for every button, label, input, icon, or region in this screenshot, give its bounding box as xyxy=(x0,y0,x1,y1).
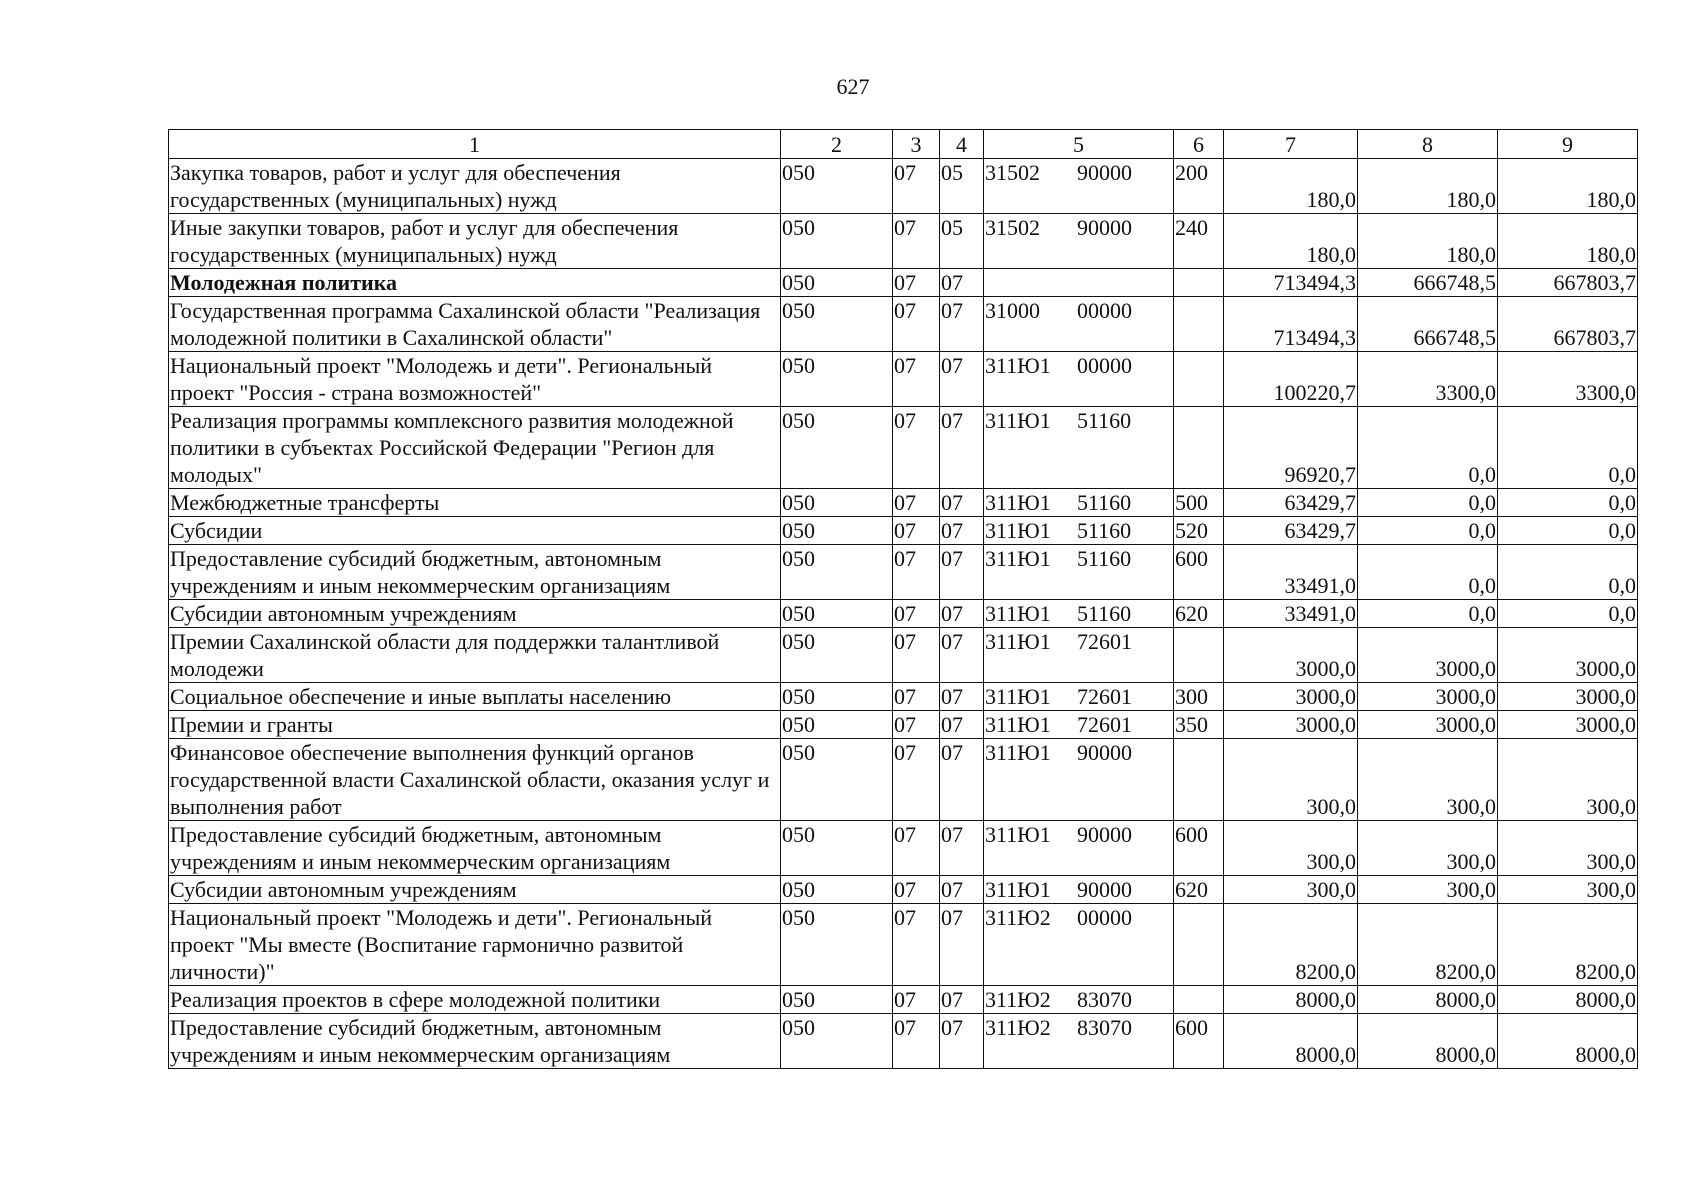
target-program-code: 31000 xyxy=(985,298,1040,323)
target-article-code xyxy=(984,683,1174,711)
target-direction-code: 00000 xyxy=(1077,353,1132,378)
target-program-code: 311Ю1 xyxy=(985,740,1051,765)
subsection-code: 07 xyxy=(940,628,984,683)
amount-col8: 300,0 xyxy=(1358,821,1498,876)
table-row xyxy=(169,739,1638,821)
amount-col9: 667803,7 xyxy=(1498,269,1638,297)
section-code: 07 xyxy=(893,517,940,545)
amount-col7: 300,0 xyxy=(1224,821,1358,876)
target-article-code xyxy=(984,904,1174,986)
ministry-code: 050 xyxy=(781,628,893,683)
amount-col7: 33491,0 xyxy=(1224,545,1358,600)
column-header: 2 xyxy=(781,130,893,159)
expense-type-code: 600 xyxy=(1174,545,1224,600)
row-name: Национальный проект "Молодежь и дети". Региональный проект "Россия - страна возможностей" xyxy=(169,352,781,407)
target-article-code xyxy=(984,600,1174,628)
subsection-code: 07 xyxy=(940,600,984,628)
amount-col8: 666748,5 xyxy=(1358,297,1498,352)
amount-col8: 3000,0 xyxy=(1358,683,1498,711)
section-code: 07 xyxy=(893,352,940,407)
ministry-code: 050 xyxy=(781,517,893,545)
section-code: 07 xyxy=(893,214,940,269)
amount-col7: 8200,0 xyxy=(1224,904,1358,986)
budget-table-body xyxy=(169,159,1638,1069)
amount-col9: 300,0 xyxy=(1498,876,1638,904)
amount-col7: 180,0 xyxy=(1224,214,1358,269)
amount-col8: 0,0 xyxy=(1358,600,1498,628)
section-code: 07 xyxy=(893,876,940,904)
section-code: 07 xyxy=(893,986,940,1014)
table-row xyxy=(169,1014,1638,1069)
column-header: 5 xyxy=(984,130,1174,159)
column-header: 3 xyxy=(893,130,940,159)
target-program-code: 311Ю1 xyxy=(985,822,1051,847)
table-row xyxy=(169,297,1638,352)
target-direction-code: 83070 xyxy=(1077,1015,1132,1040)
column-header: 8 xyxy=(1358,130,1498,159)
expense-type-code: 620 xyxy=(1174,600,1224,628)
amount-col9: 8000,0 xyxy=(1498,986,1638,1014)
target-direction-code: 51160 xyxy=(1077,546,1132,571)
row-name: Предоставление субсидий бюджетным, автономным учреждениям и иным некоммерческим организациям xyxy=(169,1014,781,1069)
column-header: 9 xyxy=(1498,130,1638,159)
target-program-code: 311Ю1 xyxy=(985,408,1051,433)
subsection-code: 07 xyxy=(940,986,984,1014)
target-article-code xyxy=(984,986,1174,1014)
table-row xyxy=(169,545,1638,600)
table-row xyxy=(169,628,1638,683)
target-direction-code: 51160 xyxy=(1077,490,1132,515)
section-code: 07 xyxy=(893,545,940,600)
amount-col8: 8200,0 xyxy=(1358,904,1498,986)
expense-type-code xyxy=(1174,407,1224,489)
amount-col8: 300,0 xyxy=(1358,739,1498,821)
target-article-code xyxy=(984,214,1174,269)
target-direction-code: 90000 xyxy=(1077,740,1132,765)
section-code: 07 xyxy=(893,269,940,297)
target-direction-code: 00000 xyxy=(1077,905,1132,930)
expense-type-code: 600 xyxy=(1174,821,1224,876)
ministry-code: 050 xyxy=(781,1014,893,1069)
expense-type-code: 300 xyxy=(1174,683,1224,711)
row-name: Субсидии автономным учреждениям xyxy=(169,876,781,904)
target-program-code: 311Ю1 xyxy=(985,684,1051,709)
amount-col7: 300,0 xyxy=(1224,739,1358,821)
expense-type-code: 520 xyxy=(1174,517,1224,545)
section-code: 07 xyxy=(893,297,940,352)
subsection-code: 07 xyxy=(940,489,984,517)
target-article-code xyxy=(984,628,1174,683)
subsection-code: 07 xyxy=(940,517,984,545)
subsection-code: 07 xyxy=(940,711,984,739)
row-name: Социальное обеспечение и иные выплаты населению xyxy=(169,683,781,711)
target-program-code: 31502 xyxy=(985,160,1040,185)
page-number: 627 xyxy=(836,74,870,99)
expense-type-code: 500 xyxy=(1174,489,1224,517)
target-direction-code: 51160 xyxy=(1077,601,1132,626)
amount-col8: 0,0 xyxy=(1358,407,1498,489)
table-row xyxy=(169,986,1638,1014)
target-article-code xyxy=(984,876,1174,904)
expense-type-code: 350 xyxy=(1174,711,1224,739)
target-direction-code: 90000 xyxy=(1077,160,1132,185)
subsection-code: 07 xyxy=(940,352,984,407)
amount-col9: 0,0 xyxy=(1498,489,1638,517)
target-article-code xyxy=(984,545,1174,600)
amount-col7: 180,0 xyxy=(1224,159,1358,214)
expense-type-code xyxy=(1174,269,1224,297)
column-header: 6 xyxy=(1174,130,1224,159)
row-name: Финансовое обеспечение выполнения функций органов государственной власти Сахалинской области, оказания услуг и выполнения работ xyxy=(169,739,781,821)
amount-col9: 3000,0 xyxy=(1498,628,1638,683)
target-direction-code: 90000 xyxy=(1077,822,1132,847)
amount-col7: 63429,7 xyxy=(1224,489,1358,517)
expense-type-code: 600 xyxy=(1174,1014,1224,1069)
amount-col8: 3000,0 xyxy=(1358,711,1498,739)
amount-col7: 713494,3 xyxy=(1224,297,1358,352)
section-code: 07 xyxy=(893,1014,940,1069)
ministry-code: 050 xyxy=(781,711,893,739)
target-program-code: 311Ю2 xyxy=(985,1015,1051,1040)
subsection-code: 07 xyxy=(940,821,984,876)
table-row xyxy=(169,407,1638,489)
table-row xyxy=(169,214,1638,269)
amount-col7: 300,0 xyxy=(1224,876,1358,904)
ministry-code: 050 xyxy=(781,297,893,352)
ministry-code: 050 xyxy=(781,159,893,214)
table-row xyxy=(169,159,1638,214)
row-name: Предоставление субсидий бюджетным, автономным учреждениям и иным некоммерческим организациям xyxy=(169,821,781,876)
row-name: Субсидии xyxy=(169,517,781,545)
budget-table xyxy=(168,129,1638,1069)
row-name: Закупка товаров, работ и услуг для обеспечения государственных (муниципальных) нужд xyxy=(169,159,781,214)
target-program-code: 311Ю2 xyxy=(985,905,1051,930)
row-name: Государственная программа Сахалинской области "Реализация молодежной политики в Сахалинской области" xyxy=(169,297,781,352)
row-name: Субсидии автономным учреждениям xyxy=(169,600,781,628)
amount-col9: 0,0 xyxy=(1498,545,1638,600)
target-article-code xyxy=(984,159,1174,214)
row-name: Предоставление субсидий бюджетным, автономным учреждениям и иным некоммерческим организациям xyxy=(169,545,781,600)
target-program-code: 31502 xyxy=(985,215,1040,240)
target-article-code xyxy=(984,407,1174,489)
section-code: 07 xyxy=(893,821,940,876)
amount-col8: 180,0 xyxy=(1358,159,1498,214)
ministry-code: 050 xyxy=(781,739,893,821)
ministry-code: 050 xyxy=(781,214,893,269)
column-header: 7 xyxy=(1224,130,1358,159)
row-name: Реализация проектов в сфере молодежной политики xyxy=(169,986,781,1014)
table-row xyxy=(169,876,1638,904)
target-direction-code: 90000 xyxy=(1077,215,1132,240)
amount-col9: 8200,0 xyxy=(1498,904,1638,986)
ministry-code: 050 xyxy=(781,600,893,628)
subsection-code: 07 xyxy=(940,904,984,986)
subsection-code: 07 xyxy=(940,739,984,821)
target-article-code xyxy=(984,352,1174,407)
section-code: 07 xyxy=(893,489,940,517)
expense-type-code: 200 xyxy=(1174,159,1224,214)
amount-col7: 8000,0 xyxy=(1224,1014,1358,1069)
target-direction-code: 90000 xyxy=(1077,877,1132,902)
amount-col9: 300,0 xyxy=(1498,821,1638,876)
section-code: 07 xyxy=(893,739,940,821)
target-article-code xyxy=(984,297,1174,352)
section-code: 07 xyxy=(893,628,940,683)
table-row xyxy=(169,683,1638,711)
target-direction-code: 72601 xyxy=(1077,684,1132,709)
subsection-code: 07 xyxy=(940,297,984,352)
expense-type-code: 620 xyxy=(1174,876,1224,904)
subsection-code: 07 xyxy=(940,545,984,600)
row-name: Премии и гранты xyxy=(169,711,781,739)
ministry-code: 050 xyxy=(781,545,893,600)
amount-col9: 300,0 xyxy=(1498,739,1638,821)
target-article-code xyxy=(984,517,1174,545)
target-program-code: 311Ю1 xyxy=(985,518,1051,543)
amount-col9: 3000,0 xyxy=(1498,683,1638,711)
amount-col9: 8000,0 xyxy=(1498,1014,1638,1069)
expense-type-code xyxy=(1174,628,1224,683)
amount-col7: 8000,0 xyxy=(1224,986,1358,1014)
amount-col9: 0,0 xyxy=(1498,600,1638,628)
expense-type-code xyxy=(1174,904,1224,986)
expense-type-code xyxy=(1174,986,1224,1014)
subsection-code: 07 xyxy=(940,1014,984,1069)
target-article-code xyxy=(984,739,1174,821)
ministry-code: 050 xyxy=(781,407,893,489)
table-row xyxy=(169,600,1638,628)
row-name: Межбюджетные трансферты xyxy=(169,489,781,517)
target-direction-code: 00000 xyxy=(1077,298,1132,323)
target-article-code xyxy=(984,821,1174,876)
amount-col8: 666748,5 xyxy=(1358,269,1498,297)
subsection-code: 07 xyxy=(940,683,984,711)
expense-type-code xyxy=(1174,739,1224,821)
amount-col7: 3000,0 xyxy=(1224,683,1358,711)
target-program-code: 311Ю1 xyxy=(985,490,1051,515)
table-row xyxy=(169,269,1638,297)
row-name: Национальный проект "Молодежь и дети". Региональный проект "Мы вместе (Воспитание гармонично развитой личности)" xyxy=(169,904,781,986)
subsection-code: 05 xyxy=(940,214,984,269)
row-name: Премии Сахалинской области для поддержки талантливой молодежи xyxy=(169,628,781,683)
amount-col8: 3000,0 xyxy=(1358,628,1498,683)
ministry-code: 050 xyxy=(781,876,893,904)
table-row xyxy=(169,352,1638,407)
target-program-code: 311Ю1 xyxy=(985,601,1051,626)
amount-col9: 0,0 xyxy=(1498,517,1638,545)
expense-type-code: 240 xyxy=(1174,214,1224,269)
subsection-code: 07 xyxy=(940,407,984,489)
target-program-code: 311Ю1 xyxy=(985,546,1051,571)
amount-col7: 63429,7 xyxy=(1224,517,1358,545)
ministry-code: 050 xyxy=(781,489,893,517)
amount-col7: 33491,0 xyxy=(1224,600,1358,628)
section-code: 07 xyxy=(893,683,940,711)
amount-col8: 0,0 xyxy=(1358,517,1498,545)
table-row xyxy=(169,711,1638,739)
target-program-code: 311Ю1 xyxy=(985,877,1051,902)
amount-col8: 8000,0 xyxy=(1358,986,1498,1014)
amount-col7: 96920,7 xyxy=(1224,407,1358,489)
table-row xyxy=(169,489,1638,517)
amount-col9: 3000,0 xyxy=(1498,711,1638,739)
amount-col9: 667803,7 xyxy=(1498,297,1638,352)
amount-col8: 180,0 xyxy=(1358,214,1498,269)
amount-col7: 100220,7 xyxy=(1224,352,1358,407)
amount-col7: 3000,0 xyxy=(1224,711,1358,739)
target-direction-code: 51160 xyxy=(1077,408,1132,433)
target-direction-code: 83070 xyxy=(1077,987,1132,1012)
amount-col7: 3000,0 xyxy=(1224,628,1358,683)
target-article-code xyxy=(984,489,1174,517)
column-header: 4 xyxy=(940,130,984,159)
target-article-code xyxy=(984,711,1174,739)
amount-col8: 0,0 xyxy=(1358,545,1498,600)
target-program-code: 311Ю1 xyxy=(985,353,1051,378)
target-program-code: 311Ю2 xyxy=(985,987,1051,1012)
column-header: 1 xyxy=(169,130,781,159)
target-program-code: 311Ю1 xyxy=(985,712,1051,737)
ministry-code: 050 xyxy=(781,821,893,876)
amount-col7: 713494,3 xyxy=(1224,269,1358,297)
ministry-code: 050 xyxy=(781,352,893,407)
amount-col9: 3300,0 xyxy=(1498,352,1638,407)
subsection-code: 07 xyxy=(940,269,984,297)
target-direction-code: 51160 xyxy=(1077,518,1132,543)
table-row xyxy=(169,904,1638,986)
section-code: 07 xyxy=(893,904,940,986)
ministry-code: 050 xyxy=(781,986,893,1014)
target-direction-code: 72601 xyxy=(1077,712,1132,737)
amount-col8: 3300,0 xyxy=(1358,352,1498,407)
target-direction-code: 72601 xyxy=(1077,629,1132,654)
column-number-header-row xyxy=(169,130,1638,159)
amount-col8: 0,0 xyxy=(1358,489,1498,517)
amount-col9: 180,0 xyxy=(1498,214,1638,269)
ministry-code: 050 xyxy=(781,269,893,297)
amount-col8: 8000,0 xyxy=(1358,1014,1498,1069)
section-code: 07 xyxy=(893,159,940,214)
row-name: Реализация программы комплексного развития молодежной политики в субъектах Российской Федерации "Регион для молодых" xyxy=(169,407,781,489)
section-code: 07 xyxy=(893,600,940,628)
ministry-code: 050 xyxy=(781,904,893,986)
section-code: 07 xyxy=(893,711,940,739)
table-row xyxy=(169,821,1638,876)
row-name: Иные закупки товаров, работ и услуг для обеспечения государственных (муниципальных) нужд xyxy=(169,214,781,269)
subsection-code: 05 xyxy=(940,159,984,214)
subsection-code: 07 xyxy=(940,876,984,904)
amount-col8: 300,0 xyxy=(1358,876,1498,904)
expense-type-code xyxy=(1174,297,1224,352)
section-code: 07 xyxy=(893,407,940,489)
ministry-code: 050 xyxy=(781,683,893,711)
amount-col9: 0,0 xyxy=(1498,407,1638,489)
table-row xyxy=(169,517,1638,545)
target-article-code xyxy=(984,269,1174,297)
expense-type-code xyxy=(1174,352,1224,407)
target-program-code: 311Ю1 xyxy=(985,629,1051,654)
row-name: Молодежная политика xyxy=(169,269,781,297)
target-article-code xyxy=(984,1014,1174,1069)
amount-col9: 180,0 xyxy=(1498,159,1638,214)
